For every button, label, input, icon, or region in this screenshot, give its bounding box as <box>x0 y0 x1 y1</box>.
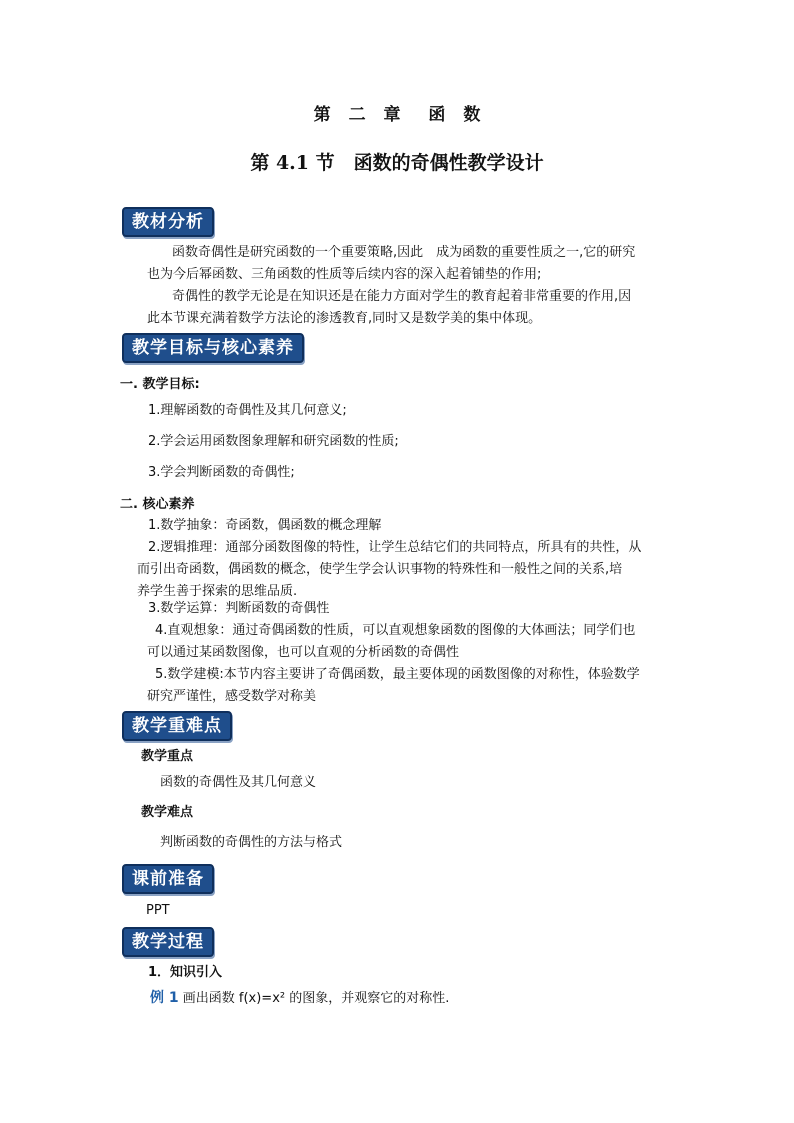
core-item: 研究严谨性，感受数学对称美 <box>147 689 317 704</box>
prep-text: PPT <box>146 903 170 918</box>
materials-para1: 函数奇偶性是研究函数的一个重要策略,因此 成为函数的重要性质之一,它的研究 <box>172 245 636 260</box>
step-heading: 1．知识引入 <box>148 965 223 980</box>
core-item: 1.数学抽象：奇函数，偶函数的概念理解 <box>148 518 382 533</box>
core-item: 2.逻辑推理：通部分函数图像的特性，让学生总结它们的共同特点，所具有的共性，从 <box>148 540 642 555</box>
badge-materials: 教材分析 <box>122 207 214 237</box>
badge-goals: 教学目标与核心素养 <box>122 333 304 363</box>
materials-para1b: 也为今后幂函数、三角函数的性质等后续内容的深入起着铺垫的作用; <box>147 267 542 282</box>
key-point-label: 教学重点 <box>141 749 194 764</box>
example-label: 例 1 <box>150 990 179 1006</box>
badge-difficulty: 教学重难点 <box>122 711 232 741</box>
badge-prep: 课前准备 <box>122 864 214 894</box>
goals-heading: 一. 教学目标: <box>120 377 200 392</box>
core-item: 而引出奇函数，偶函数的概念，使学生学会认识事物的特殊性和一般性之间的关系,培 <box>137 562 623 577</box>
hard-point-label: 教学难点 <box>141 805 194 820</box>
chapter-part: 第 <box>313 105 331 125</box>
core-item: 可以通过某函数图像，也可以直观的分析函数的奇偶性 <box>147 645 460 660</box>
chapter-part: 章 <box>383 105 401 125</box>
chapter-part: 函 <box>428 105 446 125</box>
goal-item: 3.学会判断函数的奇偶性; <box>148 465 295 480</box>
hard-point-text: 判断函数的奇偶性的方法与格式 <box>160 835 343 850</box>
core-item: 3.数学运算：判断函数的奇偶性 <box>148 601 330 616</box>
materials-para2b: 此本节课充满着数学方法论的渗透教育,同时又是数学美的集中体现。 <box>147 311 542 326</box>
badge-process: 教学过程 <box>122 927 214 957</box>
chapter-part: 二 <box>348 105 366 125</box>
section-title: 第 4.1 节 函数的奇偶性教学设计 <box>250 152 544 174</box>
core-item: 养学生善于探索的思维品质. <box>137 584 298 599</box>
goal-item: 1.理解函数的奇偶性及其几何意义; <box>148 403 347 418</box>
chapter-part: 数 <box>463 105 481 125</box>
materials-para2: 奇偶性的教学无论是在知识还是在能力方面对学生的教育起着非常重要的作用,因 <box>172 289 632 304</box>
core-heading: 二. 核心素养 <box>120 497 195 512</box>
key-point-text: 函数的奇偶性及其几何意义 <box>160 775 317 790</box>
example-text: 画出函数 f(x)=x² 的图象，并观察它的对称性. <box>182 991 450 1006</box>
core-item: 4.直观想象：通过奇偶函数的性质，可以直观想象函数的图像的大体画法；同学们也 <box>155 623 636 638</box>
example-line <box>150 987 449 1010</box>
chapter-title <box>0 100 794 125</box>
core-item: 5.数学建模:本节内容主要讲了奇偶函数，最主要体现的函数图像的对称性，体验数学 <box>155 667 640 682</box>
goal-item: 2.学会运用函数图象理解和研究函数的性质; <box>148 434 399 449</box>
